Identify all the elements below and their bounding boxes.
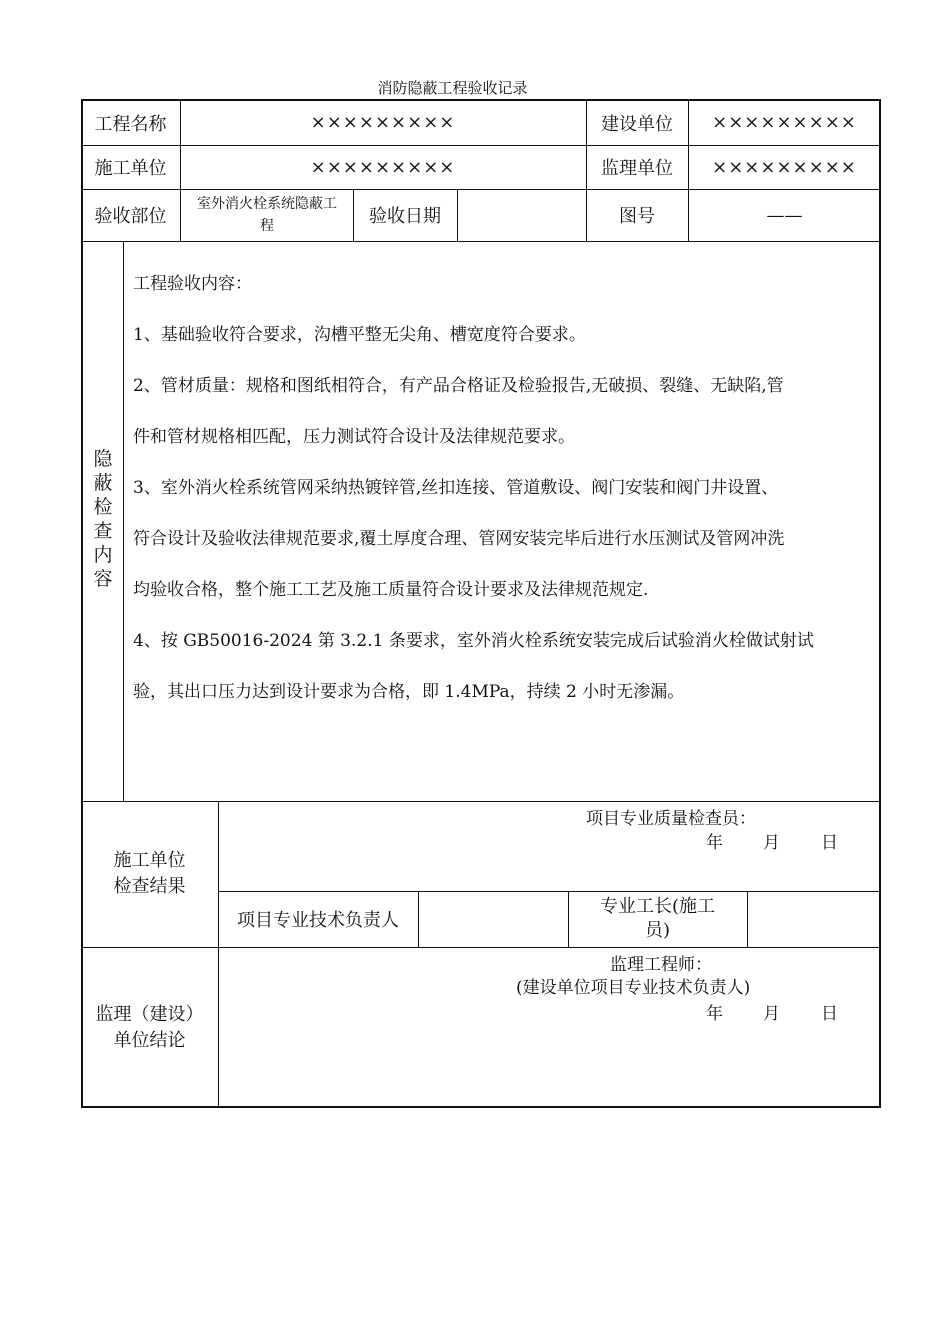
content-line: 符合设计及验收法律规范要求,覆土厚度合理、管网安装完毕后进行水压测试及管网冲洗 (133, 529, 785, 549)
foreman-label (568, 891, 747, 947)
content-heading: 工程验收内容： (133, 274, 252, 294)
content-line: 件和管材规格相匹配，压力测试符合设计及法律规范要求。 (133, 427, 575, 447)
hidden-inspection-label (83, 447, 123, 591)
project-name-value: ××××××××× (310, 112, 456, 133)
label-line: 监理（建设） (95, 1003, 204, 1025)
supervisor-unit-label: 监理单位 (601, 158, 673, 179)
supervisor-unit-value: ××××××××× (712, 156, 857, 178)
vertical-char: 容 (93, 568, 113, 590)
date-day: 日 (821, 833, 838, 853)
label-line: 施工单位 (113, 850, 186, 871)
drawing-number-value: —— (766, 204, 803, 226)
inspection-part-value: 室外消火栓系统隐蔽工程 (197, 196, 337, 234)
inspection-part-label: 验收部位 (94, 206, 167, 227)
owner-unit-label: 建设单位 (601, 113, 673, 135)
tech-lead-label: 项目专业技术负责人 (237, 910, 399, 931)
col-divider (123, 241, 124, 801)
content-line: 验，其出口压力达到设计要求为合格，即 1.4MPa，持续 2 小时无渗漏。 (133, 682, 685, 702)
row-divider (81, 241, 881, 242)
content-line: 1、基础验收符合要求，沟槽平整无尖角、槽宽度符合要求。 (133, 325, 586, 345)
col-divider (218, 801, 219, 1108)
owner-unit-value: ××××××××× (712, 112, 857, 133)
content-line: 2、管材质量：规格和图纸相符合，有产品合格证及检验报告,无破损、裂缝、无缺陷,管 (133, 376, 784, 396)
label-line: 检查结果 (113, 876, 186, 897)
quality-inspector-label: 项目专业质量检查员： (586, 809, 756, 829)
label-line: 单位结论 (113, 1029, 186, 1051)
inspection-date-value (457, 189, 586, 241)
date-year: 年 (706, 1004, 723, 1024)
inspection-date-label: 验收日期 (369, 206, 441, 227)
label-line: 员) (644, 920, 671, 941)
vertical-char: 内 (93, 544, 113, 566)
content-line: 4、按 GB50016-2024 第 3.2.1 条要求，室外消火栓系统安装完成后试验消火栓做试射试 (133, 631, 814, 651)
project-name-label: 工程名称 (94, 113, 167, 135)
col-divider (418, 891, 419, 947)
contractor-value: ××××××××× (310, 156, 456, 178)
document-title: 消防隐蔽工程验收记录 (377, 79, 528, 97)
col-divider (747, 891, 748, 947)
date-month: 月 (763, 833, 780, 853)
construction-result-label (81, 801, 218, 947)
vertical-char: 检 (93, 496, 113, 518)
inspection-content (133, 259, 873, 718)
owner-tech-lead-label: (建设单位项目专业技术负责人) (516, 978, 751, 998)
content-line: 均验收合格，整个施工工艺及施工质量符合设计要求及法律规范规定. (133, 580, 649, 600)
vertical-char: 隐 (93, 448, 113, 470)
date-month: 月 (763, 1004, 780, 1024)
content-line: 3、室外消火栓系统管网采纳热镀锌管,丝扣连接、管道敷设、阀门安装和阀门井设置、 (133, 478, 779, 498)
vertical-char: 查 (93, 520, 113, 542)
supervising-engineer-label: 监理工程师： (610, 955, 712, 975)
label-line: 专业工长(施工 (599, 896, 716, 917)
drawing-number-label: 图号 (619, 206, 655, 227)
supervision-conclusion-label (81, 947, 218, 1108)
date-year: 年 (706, 833, 723, 853)
date-day: 日 (821, 1004, 838, 1024)
vertical-char: 蔽 (93, 472, 113, 494)
contractor-label: 施工单位 (94, 158, 167, 179)
